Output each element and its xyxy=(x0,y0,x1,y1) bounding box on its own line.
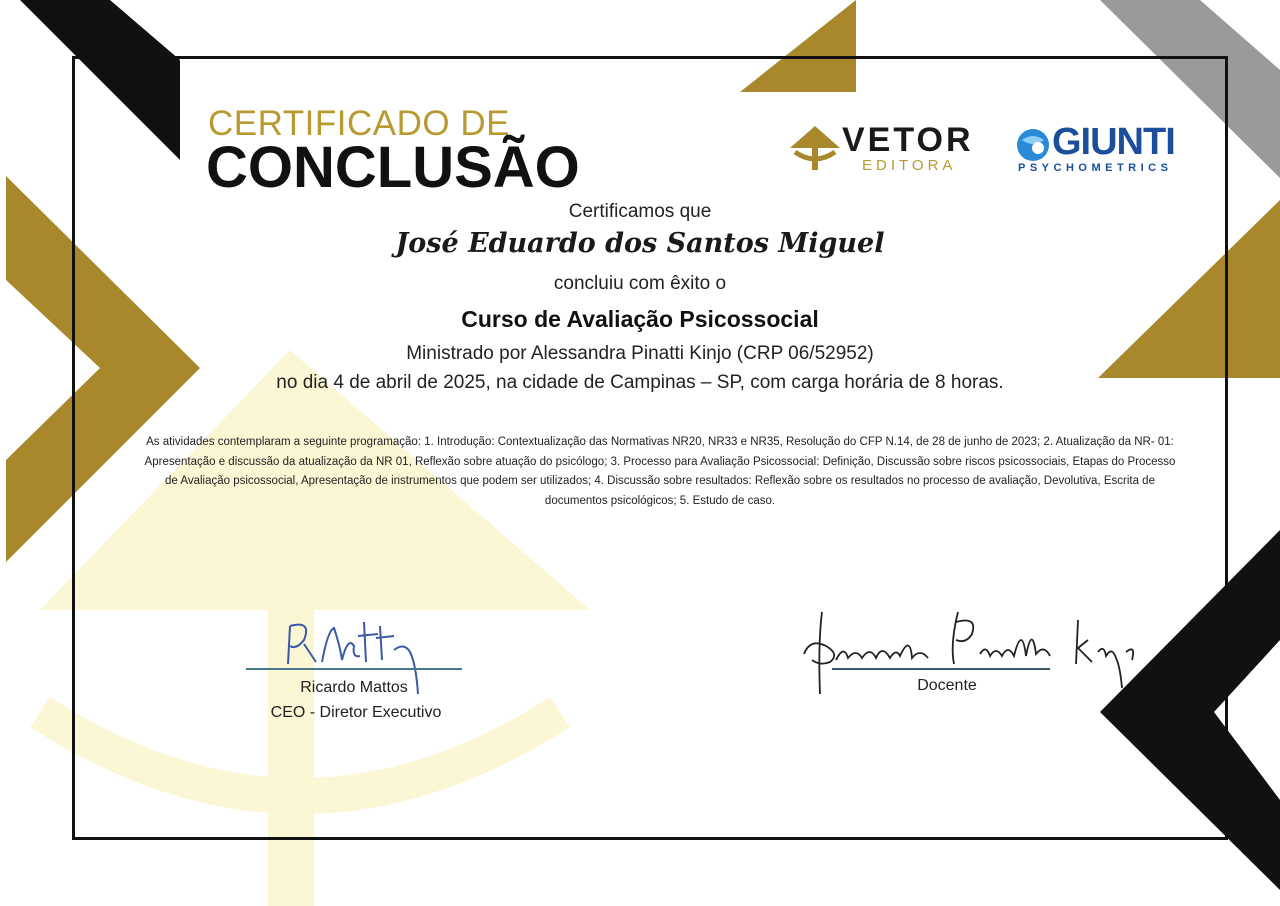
instructor-line: Ministrado por Alessandra Pinatti Kinjo (CRP 06/52952) xyxy=(406,343,874,364)
vetor-logo-sub: EDITORA xyxy=(862,157,957,174)
certify-intro: Certificamos que xyxy=(568,201,712,222)
course-title: Curso de Avaliação Psicossocial xyxy=(461,306,819,332)
signature-line-right xyxy=(832,668,1050,670)
signer-role-right: Docente xyxy=(917,677,977,694)
vetor-logo-icon xyxy=(790,126,840,170)
giunti-logo-name: GIUNTI xyxy=(1052,121,1175,163)
certificate-title-line2: CONCLUSÃO xyxy=(206,135,580,200)
certificate-title-line1: CERTIFICADO DE xyxy=(208,104,510,143)
signature-line-left xyxy=(246,668,462,670)
date-line: no dia 4 de abril de 2025, na cidade de Campinas – SP, com carga horária de 8 horas. xyxy=(276,372,1004,393)
completed-text: concluiu com êxito o xyxy=(553,273,727,294)
signer-name-left: Ricardo Mattos xyxy=(300,679,408,696)
program-description: As atividades contemplaram a seguinte programação: 1. Introdução: Contextualização das Normativas NR20, NR33 e NR35, Resolução do CFP N.14, de 28 de junho de 2023; 2. Atualização da NR- 01: Apresentação e discussão da atualização da NR 01, Reflexão sobre atuação do psicólogo; 3. Processo para Avaliação Psicossocial: Definição, Discussão sobre riscos psicossociais, Etapas do Processo de Avaliação psicossocial, Apresentação de instrumentos que podem ser utilizados; 4. Discussão sobre resultados: Reflexão sobre os resultados no processo de avaliação, Devolutiva, Escrita de documentos psicológicos; 5. Estudo de caso. xyxy=(144,436,1176,507)
vetor-logo-name: VETOR xyxy=(842,121,974,159)
recipient-name: José Eduardo dos Santos Miguel xyxy=(395,228,885,259)
giunti-logo-sub: PSYCHOMETRICS xyxy=(1018,162,1173,174)
giunti-globe-icon xyxy=(1016,128,1050,162)
signer-role-left: CEO - Diretor Executivo xyxy=(270,704,442,721)
